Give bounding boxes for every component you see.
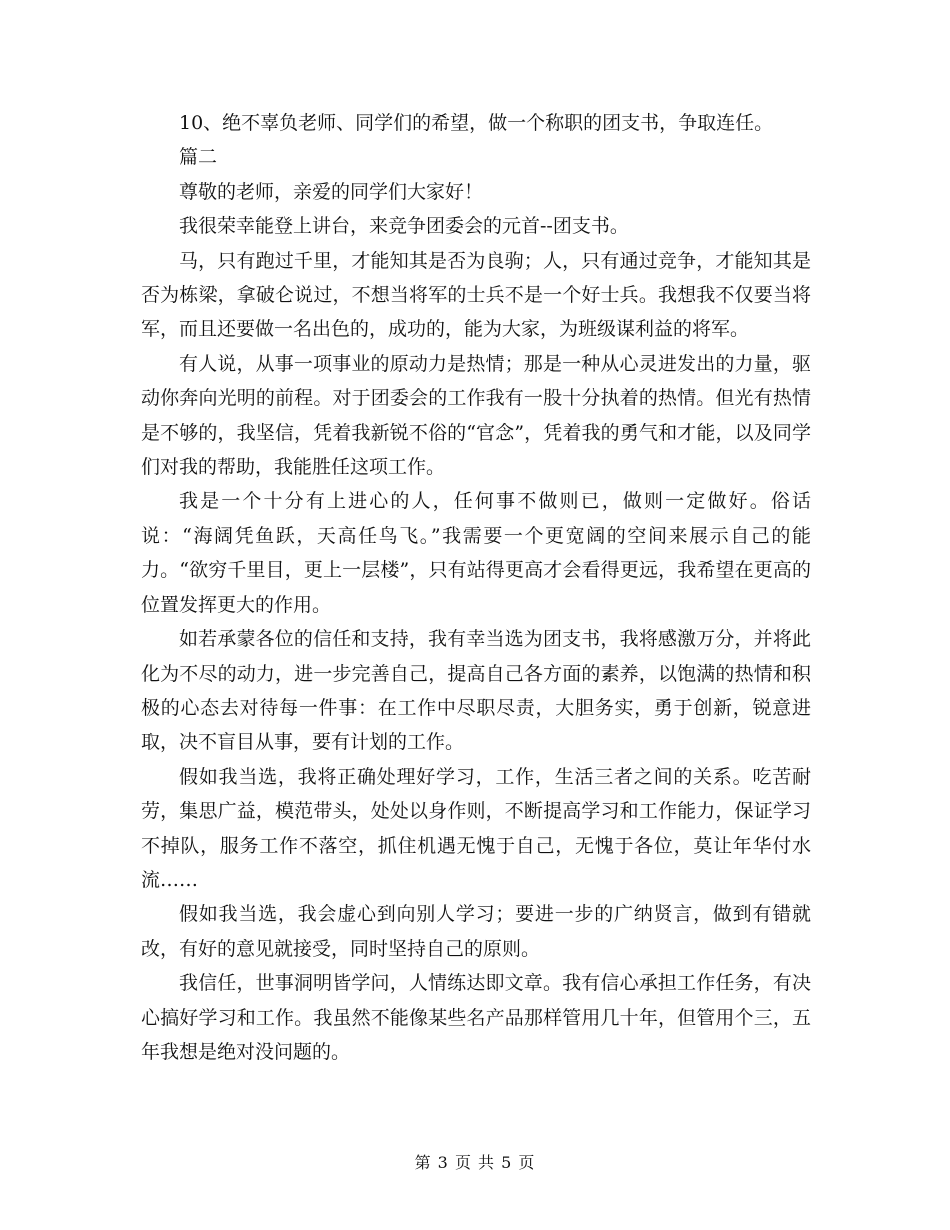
paragraph-passion: 有人说，从事一项事业的原动力是热情；那是一种从心灵进发出的力量，驱动你奔向光明的前程。对于团委会的工作我有一股十分执着的热情。但光有热情是不够的，我坚信，凭着我新锐不俗的“官念”，凭着我的勇气和才能，以及同学们对我的帮助，我能胜任这项工作。 — [141, 352, 811, 479]
paragraph-general: 马，只有跑过千里，才能知其是否为良驹；人，只有通过竞争，才能知其是否为栋梁，拿破仑说过，不想当将军的士兵不是一个好士兵。我想我不仅要当将军，而且还要做一名出色的，成功的，能为大家，为班级谋利益的将军。 — [141, 249, 811, 341]
section-heading-part-two: 篇二 — [179, 146, 218, 169]
paragraph-pledge-10: 10、绝不辜负老师、同学们的希望，做一个称职的团支书，争取连任。 — [179, 112, 774, 134]
document-body — [141, 106, 811, 1069]
paragraph-intro: 我很荣幸能登上讲台，来竞争团委会的元首--团支书。 — [179, 215, 629, 238]
paragraph-confidence: 我信任，世事洞明皆学问，人情练达即文章。我有信心承担工作任务，有决心搞好学习和工作。我虽然不能像某些名产品那样管用几十年，但管用个三，五年我想是绝对没问题的。 — [141, 972, 811, 1063]
paragraph-balance: 假如我当选，我将正确处理好学习，工作，生活三者之间的关系。吃苦耐劳，集思广益，模范带头，处处以身作则，不断提高学习和工作能力，保证学习不掉队，服务工作不落空，抓住机遇无愧于自己，无愧于各位，莫让年华付水流…… — [141, 765, 811, 891]
paragraph-ambition: 我是一个十分有上进心的人，任何事不做则已，做则一定做好。俗话说：“海阔凭鱼跃，天高任鸟飞。”我需要一个更宽阔的空间来展示自己的能力。“欲穷千里目，更上一层楼”，只有站得更高才会看得更远，我希望在更高的位置发挥更大的作用。 — [141, 490, 811, 616]
paragraph-humility: 假如我当选，我会虚心到向别人学习；要进一步的广纳贤言，做到有错就改，有好的意见就接受，同时坚持自己的原则。 — [141, 903, 811, 960]
paragraph-greeting: 尊敬的老师，亲爱的同学们大家好！ — [179, 180, 484, 203]
paragraph-commitment: 如若承蒙各位的信任和支持，我有幸当选为团支书，我将感激万分，并将此化为不尽的动力，进一步完善自己，提高自己各方面的素养，以饱满的热情和积极的心态去对待每一件事：在工作中尽职尽责，大胆务实，勇于创新，锐意进取，决不盲目从事，要有计划的工作。 — [141, 628, 811, 754]
page-number-footer: 第 3 页 共 5 页 — [414, 1153, 536, 1172]
